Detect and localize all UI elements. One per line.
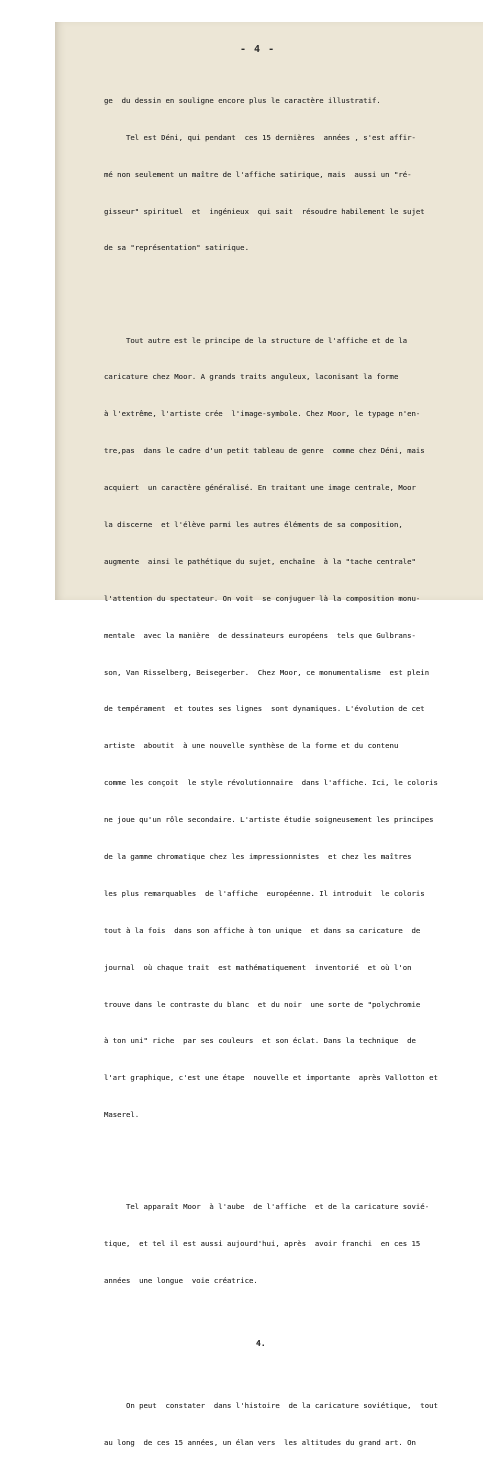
text-line: la discerne et l'élève parmi les autres éléments de sa composition, [104, 519, 403, 529]
text-line: mé non seulement un maître de l'affiche satirique, mais aussi un "ré- [104, 169, 412, 179]
text-line: ge du dessin en souligne encore plus le caractère illustratif. [104, 95, 381, 105]
page-number: - 4 - [240, 44, 276, 55]
text-line: de la gamme chromatique chez les impressionnistes et chez les maîtres [104, 852, 412, 861]
text-line: acquiert un caractère généralisé. En traitant une image centrale, Moor [104, 483, 416, 493]
text-line: les plus remarquables de l'affiche européenne. Il introduit le coloris [104, 888, 425, 898]
text-line: Tel est Déni, qui pendant ces 15 dernières années , s'est affir- [104, 132, 416, 142]
text-line: Tout autre est le principe de la structure de l'affiche et de la [104, 335, 408, 345]
paragraph-gap [104, 279, 480, 285]
text-line: l'art graphique, c'est une étape nouvelle et importante après Vallotton et [104, 1073, 438, 1083]
text-line: de tempérament et toutes ses lignes sont dynamiques. L'évolution de cet [104, 704, 425, 714]
text-line: Maserel. [104, 1110, 140, 1120]
text-line: mentale avec la manière de dessinateurs européens tels que Gulbrans- [104, 630, 416, 640]
text-line: Tel apparaît Moor à l'aube de l'affiche et de la caricature sovié- [104, 1202, 430, 1212]
text-line: trouve dans le contraste du blanc et du noir une sorte de "polychromie [104, 999, 421, 1009]
text-line: de sa "représentation" satirique. [104, 243, 249, 253]
text-line: caricature chez Moor. A grands traits anguleux, laconisant la forme [104, 372, 399, 382]
body-text [104, 58, 480, 1461]
text-line: à l'extrême, l'artiste crée l'image-symbole. Chez Moor, le typage n'en- [104, 409, 421, 419]
text-line: l'attention du spectateur. On voit se conjuguer là la composition monu- [104, 593, 421, 603]
text-line: tout à la fois dans son affiche à ton unique et dans sa caricature de [104, 925, 421, 935]
text-line: journal où chaque trait est mathématiquement inventorié et où l'on [104, 962, 412, 972]
text-line: au long de ces 15 années, un élan vers les altitudes du grand art. On [104, 1437, 416, 1447]
text-line: artiste aboutit à une nouvelle synthèse de la forme et du contenu [104, 741, 399, 751]
text-line: tique, et tel il est aussi aujourd'hui, après avoir franchi en ces 15 [104, 1239, 421, 1249]
text-line: gisseur" spirituel et ingénieux qui sait résoudre habilement le sujet [104, 206, 425, 216]
text-line: son, Van Risselberg, Beisegerber. Chez Moor, ce monumentalisme est plein [104, 667, 430, 677]
paragraph-gap [104, 1146, 480, 1152]
text-line: On peut constater dans l'histoire de la caricature soviétique, tout [104, 1400, 438, 1410]
text-line: tre,pas dans le cadre d'un petit tableau de genre comme chez Déni, mais [104, 446, 425, 456]
section-number: 4. [256, 1338, 266, 1348]
text-line: augmente ainsi le pathétique du sujet, enchaîne à la "tache centrale" [104, 556, 416, 566]
text-line: comme les conçoit le style révolutionnaire dans l'affiche. Ici, le coloris [104, 778, 438, 788]
text-line: à ton uni" riche par ses couleurs et son éclat. Dans la technique de [104, 1036, 416, 1046]
text-line: ne joue qu'un rôle secondaire. L'artiste étudie soigneusement les principes [104, 815, 434, 825]
text-line: années une longue voie créatrice. [104, 1276, 258, 1286]
